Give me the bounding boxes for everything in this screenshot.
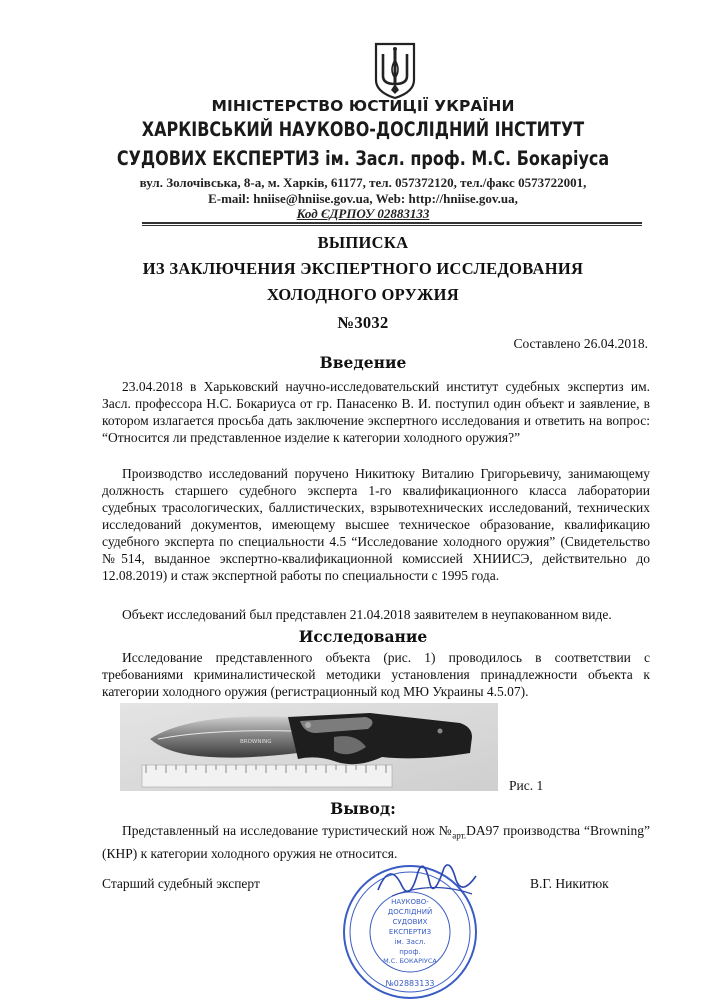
conclusion-heading: Вывод: [330,799,396,818]
doc-subtitle-2: ХОЛОДНОГО ОРУЖИЯ [267,285,459,304]
stamp-line-4: ЕКСПЕРТИЗ [388,928,432,936]
header-divider [142,222,642,226]
study-heading: Исследование [298,627,428,646]
stamp-line-2: ДОСЛІДНИЙ [387,908,433,916]
stamp-line-6: проф. [399,948,421,956]
handwritten-signature-icon [372,850,482,910]
signer-role: Старший судебный эксперт [102,876,260,891]
doc-title: ВЫПИСКА [317,233,409,252]
knife-photo [120,703,498,791]
institute-address: вул. Золочівська, 8-а, м. Харків, 61177, тел. 057372120, тел./факс 0573722001, [139,175,587,190]
study-paragraph: Исследование представленного объекта (рис. 1) проводилось в соответствии с требованиями криминалистической методики установления принадлежности объекта к категории холодного оружия (регистрационный код МЮ Украины 4.5.07). [102,650,650,699]
signer-name: В.Г. Никитюк [530,876,609,891]
doc-number: №3032 [337,313,389,332]
intro-heading: Введение [319,353,407,372]
ministry-name: МІНІСТЕРСТВО ЮСТИЦІЇ УКРАЇНИ [211,97,515,115]
intro-paragraph-1: 23.04.2018 в Харьковский научно-исследовательский институт судебных экспертиз им. Засл. профессора Н.С. Бокариуса от гр. Панасенко В. И. поступил один объект и заявление, в котором излагается просьба дать заключение экспертного исследования и ответить на вопрос: “Относится ли представленное изделие к категории холодного оружия?” [102,379,650,445]
figure-caption: Рис. 1 [509,778,544,793]
knife-brand-mark: BROWNING [240,739,272,745]
institute-name-line2: СУДОВИХ ЕКСПЕРТИЗ ім. Засл. проф. М.С. Бокаріуса [116,147,610,170]
trident-emblem-icon [370,40,420,100]
institute-name-line1: ХАРКІВСЬКИЙ НАУКОВО-ДОСЛІДНИЙ ІНСТИТУТ [141,118,585,141]
intro-paragraph-3: Объект исследований был представлен 21.04.2018 заявителем в неупакованном виде. [122,607,612,622]
conclusion-text-start: Представленный на исследование туристический нож № [122,823,453,838]
intro-paragraph-2: Производство исследований поручено Никитюку Виталию Григорьевичу, занимающему должность старшего судебного эксперта 1-го квалификационного класса лаборатории судебных трасологических, баллистических, взрывотехнических исследований, технических исследований документов, имеющему высшее техническое образование, квалификацию судебного эксперта по специальности 4.5 “Исследование холодного оружия” (Свидетельство №514, выданное экспертно-квалификационной комиссией ХНИИСЭ, действительно до 12.08.2019) и стаж экспертной работы по специальности с 1995 года. [102,466,650,583]
stamp-code: №02883133 [385,979,435,988]
conclusion-text-end: DA97 производства “Browning” (КНР) к категории холодного оружия не относится. [102,823,651,861]
stamp-line-1: НАУКОВО- [391,898,429,906]
stamp-line-3: СУДОВИХ [392,918,428,926]
institute-edrpou [0,206,726,222]
doc-subtitle-1: ИЗ ЗАКЛЮЧЕНИЯ ЭКСПЕРТНОГО ИССЛЕДОВАНИЯ [142,259,584,278]
stamp-line-5: ім. Засл. [394,938,426,946]
edrpou-code: Код ЄДРПОУ 02883133 [296,206,430,221]
institute-contacts: E-mail: hniise@hniise.gov.ua, Web: http://hniise.gov.ua, [208,191,518,206]
doc-date: Составлено 26.04.2018. [513,336,648,351]
conclusion-sub-label: арт. [452,830,467,841]
stamp-line-7: М.С. БОКАРІУСА [383,957,437,965]
